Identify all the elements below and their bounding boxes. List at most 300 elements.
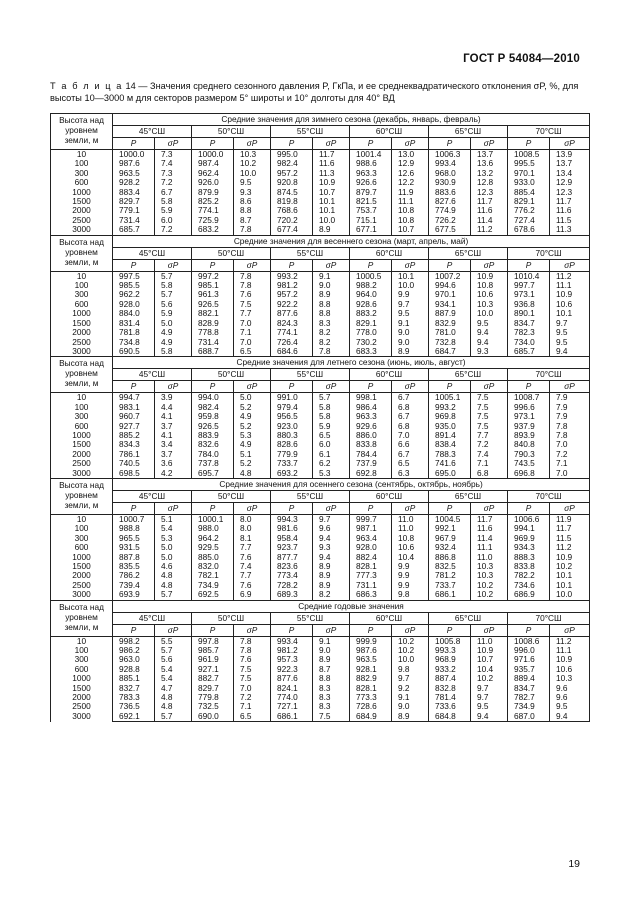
value-cell: 9.4 <box>550 712 590 722</box>
value-cell: 686.3 <box>350 590 392 600</box>
sigma-subheader: σP <box>392 381 429 393</box>
value-cell: 779.9 <box>271 450 313 459</box>
value-cell: 886.0 <box>350 431 392 440</box>
sigma-subheader: σP <box>234 138 271 150</box>
sigma-subheader: σP <box>313 381 350 393</box>
sigma-subheader: σP <box>234 624 271 636</box>
value-cell: 926.6 <box>350 178 392 187</box>
value-cell: 8.3 <box>313 684 350 693</box>
value-cell: 10.4 <box>392 553 429 562</box>
value-cell: 695.0 <box>429 469 471 479</box>
value-cell: 5.4 <box>155 665 192 674</box>
value-cell: 926.0 <box>192 178 234 187</box>
value-cell: 3.6 <box>155 459 192 468</box>
value-cell: 689.3 <box>271 590 313 600</box>
value-cell: 922.3 <box>271 665 313 674</box>
height-cell: 600 <box>51 178 113 187</box>
height-cell: 100 <box>51 159 113 168</box>
height-cell: 2000 <box>51 693 113 702</box>
value-cell: 973.1 <box>508 290 550 299</box>
value-cell: 973.1 <box>508 412 550 421</box>
value-cell: 8.7 <box>313 665 350 674</box>
latitude-header: 55°СШ <box>271 247 350 259</box>
value-cell: 7.4 <box>234 562 271 571</box>
value-cell: 934.3 <box>508 543 550 552</box>
value-cell: 11.4 <box>471 534 508 543</box>
height-cell: 3000 <box>51 347 113 357</box>
value-cell: 11.5 <box>550 534 590 543</box>
value-cell: 9.7 <box>392 674 429 683</box>
value-cell: 933.0 <box>508 178 550 187</box>
value-cell: 960.7 <box>113 412 155 421</box>
value-cell: 994.3 <box>271 514 313 524</box>
value-cell: 10.4 <box>471 665 508 674</box>
height-cell: 10 <box>51 150 113 160</box>
value-cell: 9.0 <box>313 281 350 290</box>
section-title: Средние значения для осеннего сезона (сентябрь, октябрь, ноябрь) <box>113 478 590 490</box>
value-cell: 9.4 <box>313 553 350 562</box>
value-cell: 695.7 <box>192 469 234 479</box>
value-cell: 885.4 <box>508 188 550 197</box>
value-cell: 732.8 <box>429 338 471 347</box>
value-cell: 9.4 <box>471 712 508 722</box>
value-cell: 9.0 <box>313 646 350 655</box>
value-cell: 728.6 <box>350 702 392 711</box>
value-cell: 985.5 <box>113 281 155 290</box>
pressure-subheader: P <box>192 259 234 271</box>
value-cell: 5.3 <box>234 431 271 440</box>
value-cell: 5.0 <box>155 543 192 552</box>
value-cell: 887.9 <box>429 309 471 318</box>
pressure-subheader: P <box>429 502 471 514</box>
pressure-subheader: P <box>192 502 234 514</box>
value-cell: 994.6 <box>429 281 471 290</box>
value-cell: 5.7 <box>155 712 192 722</box>
sigma-subheader: σP <box>155 502 192 514</box>
value-cell: 9.0 <box>392 702 429 711</box>
value-cell: 11.7 <box>471 197 508 206</box>
value-cell: 11.6 <box>550 206 590 215</box>
height-cell: 2500 <box>51 338 113 347</box>
value-cell: 753.7 <box>350 206 392 215</box>
latitude-header: 70°СШ <box>508 612 590 624</box>
value-cell: 983.1 <box>113 403 155 412</box>
value-cell: 12.9 <box>550 178 590 187</box>
value-cell: 10.8 <box>471 281 508 290</box>
value-cell: 829.7 <box>113 197 155 206</box>
value-cell: 5.7 <box>155 590 192 600</box>
value-cell: 11.2 <box>550 271 590 281</box>
latitude-header: 45°СШ <box>113 126 192 138</box>
value-cell: 10.1 <box>313 206 350 215</box>
value-cell: 993.4 <box>429 159 471 168</box>
value-cell: 8.8 <box>313 309 350 318</box>
value-cell: 7.2 <box>550 450 590 459</box>
pressure-subheader: P <box>192 624 234 636</box>
pressure-subheader: P <box>271 259 313 271</box>
value-cell: 782.7 <box>508 693 550 702</box>
value-cell: 8.9 <box>313 581 350 590</box>
value-cell: 774.1 <box>192 206 234 215</box>
pressure-subheader: P <box>429 624 471 636</box>
pressure-subheader: P <box>271 502 313 514</box>
value-cell: 11.0 <box>392 514 429 524</box>
value-cell: 882.7 <box>192 674 234 683</box>
value-cell: 937.9 <box>508 422 550 431</box>
value-cell: 8.9 <box>392 347 429 357</box>
value-cell: 684.9 <box>350 712 392 722</box>
height-cell: 2000 <box>51 571 113 580</box>
value-cell: 740.5 <box>113 459 155 468</box>
value-cell: 993.2 <box>271 271 313 281</box>
value-cell: 677.4 <box>271 225 313 235</box>
value-cell: 9.7 <box>550 319 590 328</box>
height-cell: 10 <box>51 636 113 646</box>
sigma-subheader: σP <box>392 502 429 514</box>
height-cell: 300 <box>51 290 113 299</box>
value-cell: 782.2 <box>508 571 550 580</box>
sigma-subheader: σP <box>550 502 590 514</box>
value-cell: 928.1 <box>350 665 392 674</box>
height-cell: 1000 <box>51 431 113 440</box>
value-cell: 11.4 <box>471 216 508 225</box>
value-cell: 7.5 <box>234 674 271 683</box>
value-cell: 10.2 <box>471 674 508 683</box>
pressure-subheader: P <box>350 502 392 514</box>
value-cell: 683.2 <box>192 225 234 235</box>
value-cell: 998.2 <box>113 636 155 646</box>
value-cell: 7.1 <box>234 702 271 711</box>
value-cell: 987.4 <box>192 159 234 168</box>
latitude-header: 60°СШ <box>350 247 429 259</box>
value-cell: 734.9 <box>508 702 550 711</box>
height-cell: 2500 <box>51 702 113 711</box>
value-cell: 5.3 <box>155 534 192 543</box>
value-cell: 784.0 <box>192 450 234 459</box>
pressure-subheader: P <box>271 138 313 150</box>
value-cell: 821.5 <box>350 197 392 206</box>
value-cell: 985.1 <box>192 281 234 290</box>
value-cell: 11.1 <box>550 281 590 290</box>
value-cell: 778.0 <box>350 328 392 337</box>
value-cell: 4.8 <box>155 693 192 702</box>
height-cell: 3000 <box>51 469 113 479</box>
value-cell: 1006.3 <box>429 150 471 160</box>
value-cell: 882.4 <box>350 553 392 562</box>
value-cell: 994.7 <box>113 393 155 403</box>
height-cell: 100 <box>51 646 113 655</box>
value-cell: 10.8 <box>392 534 429 543</box>
value-cell: 834.7 <box>508 319 550 328</box>
value-cell: 926.5 <box>192 422 234 431</box>
value-cell: 730.2 <box>350 338 392 347</box>
value-cell: 778.8 <box>192 328 234 337</box>
value-cell: 6.6 <box>392 440 429 449</box>
value-cell: 10.9 <box>471 271 508 281</box>
value-cell: 923.7 <box>271 543 313 552</box>
value-cell: 7.5 <box>471 412 508 421</box>
value-cell: 8.9 <box>313 562 350 571</box>
sigma-subheader: σP <box>313 624 350 636</box>
value-cell: 687.0 <box>508 712 550 722</box>
value-cell: 3.9 <box>155 393 192 403</box>
value-cell: 6.5 <box>313 431 350 440</box>
value-cell: 10.2 <box>471 581 508 590</box>
sigma-subheader: σP <box>155 381 192 393</box>
value-cell: 734.0 <box>508 338 550 347</box>
value-cell: 10.7 <box>471 655 508 664</box>
value-cell: 5.6 <box>155 300 192 309</box>
value-cell: 10.3 <box>471 562 508 571</box>
value-cell: 928.6 <box>350 300 392 309</box>
latitude-header: 65°СШ <box>429 490 508 502</box>
height-cell: 2500 <box>51 581 113 590</box>
latitude-header-row <box>51 247 590 259</box>
latitude-header: 65°СШ <box>429 126 508 138</box>
value-cell: 828.6 <box>271 440 313 449</box>
value-cell: 888.3 <box>508 553 550 562</box>
subheader-row <box>51 502 590 514</box>
pressure-subheader: P <box>192 138 234 150</box>
sigma-subheader: σP <box>392 138 429 150</box>
value-cell: 677.1 <box>350 225 392 235</box>
value-cell: 10.8 <box>392 216 429 225</box>
value-cell: 6.7 <box>392 393 429 403</box>
value-cell: 883.4 <box>113 188 155 197</box>
value-cell: 5.9 <box>313 422 350 431</box>
sigma-subheader: σP <box>392 259 429 271</box>
height-cell: 1000 <box>51 674 113 683</box>
value-cell: 10.6 <box>392 543 429 552</box>
value-cell: 829.7 <box>192 684 234 693</box>
value-cell: 834.3 <box>113 440 155 449</box>
value-cell: 7.2 <box>155 225 192 235</box>
table-caption <box>50 80 590 104</box>
latitude-header: 60°СШ <box>350 369 429 381</box>
value-cell: 4.9 <box>155 338 192 347</box>
sigma-subheader: σP <box>313 138 350 150</box>
value-cell: 1005.1 <box>429 393 471 403</box>
pressure-subheader: P <box>113 138 155 150</box>
value-cell: 7.9 <box>550 412 590 421</box>
value-cell: 13.4 <box>550 169 590 178</box>
value-cell: 932.4 <box>429 543 471 552</box>
value-cell: 6.5 <box>392 459 429 468</box>
value-cell: 720.2 <box>271 216 313 225</box>
value-cell: 7.2 <box>155 178 192 187</box>
value-cell: 986.4 <box>350 403 392 412</box>
value-cell: 9.5 <box>550 702 590 711</box>
value-cell: 829.1 <box>350 319 392 328</box>
value-cell: 781.2 <box>429 571 471 580</box>
value-cell: 8.3 <box>313 319 350 328</box>
pressure-subheader: P <box>429 138 471 150</box>
value-cell: 783.3 <box>113 693 155 702</box>
height-column-header: Высота над уровнем земли, м <box>51 600 113 636</box>
value-cell: 732.5 <box>192 702 234 711</box>
sigma-subheader: σP <box>155 138 192 150</box>
caption-text: 14 — Значения среднего сезонного давления P, ГкПа, и ее среднеквадратического отклонения σP, %, для высоты 10—3000 м для секторов размером 5° широты и 10° долготы для 40° ВД <box>50 81 579 103</box>
value-cell: 4.8 <box>155 702 192 711</box>
value-cell: 9.7 <box>471 693 508 702</box>
value-cell: 9.5 <box>550 328 590 337</box>
value-cell: 1007.2 <box>429 271 471 281</box>
value-cell: 1000.5 <box>350 271 392 281</box>
value-cell: 727.4 <box>508 216 550 225</box>
subheader-row <box>51 138 590 150</box>
value-cell: 993.3 <box>429 646 471 655</box>
table-row <box>51 347 590 357</box>
value-cell: 10.1 <box>313 197 350 206</box>
value-cell: 4.8 <box>234 469 271 479</box>
value-cell: 10.9 <box>471 646 508 655</box>
value-cell: 11.2 <box>550 636 590 646</box>
value-cell: 7.5 <box>471 422 508 431</box>
value-cell: 6.5 <box>234 347 271 357</box>
value-cell: 7.0 <box>234 338 271 347</box>
value-cell: 7.1 <box>471 459 508 468</box>
value-cell: 964.0 <box>350 290 392 299</box>
height-cell: 2000 <box>51 206 113 215</box>
value-cell: 8.7 <box>234 216 271 225</box>
value-cell: 9.3 <box>313 543 350 552</box>
section-title: Средние значения для весеннего сезона (март, апрель, май) <box>113 235 590 247</box>
value-cell: 11.6 <box>313 159 350 168</box>
sigma-subheader: σP <box>155 624 192 636</box>
value-cell: 686.1 <box>271 712 313 722</box>
value-cell: 957.3 <box>271 655 313 664</box>
value-cell: 734.9 <box>192 581 234 590</box>
value-cell: 8.2 <box>313 328 350 337</box>
pressure-subheader: P <box>271 381 313 393</box>
value-cell: 4.1 <box>155 431 192 440</box>
latitude-header: 50°СШ <box>192 126 271 138</box>
value-cell: 969.9 <box>508 534 550 543</box>
value-cell: 9.4 <box>471 328 508 337</box>
value-cell: 832.5 <box>429 562 471 571</box>
height-cell: 1500 <box>51 319 113 328</box>
section-title-row <box>51 600 590 612</box>
height-cell: 1500 <box>51 684 113 693</box>
value-cell: 5.7 <box>155 290 192 299</box>
value-cell: 7.7 <box>471 431 508 440</box>
value-cell: 5.7 <box>155 271 192 281</box>
value-cell: 877.6 <box>271 309 313 318</box>
value-cell: 7.8 <box>550 422 590 431</box>
value-cell: 693.2 <box>271 469 313 479</box>
height-cell: 300 <box>51 412 113 421</box>
value-cell: 964.2 <box>192 534 234 543</box>
value-cell: 696.8 <box>508 469 550 479</box>
value-cell: 7.7 <box>234 309 271 318</box>
sigma-subheader: σP <box>313 502 350 514</box>
value-cell: 993.4 <box>271 636 313 646</box>
value-cell: 776.2 <box>508 206 550 215</box>
value-cell: 930.9 <box>429 178 471 187</box>
value-cell: 883.9 <box>192 431 234 440</box>
pressure-subheader: P <box>508 259 550 271</box>
value-cell: 5.8 <box>155 347 192 357</box>
value-cell: 988.2 <box>350 281 392 290</box>
value-cell: 5.8 <box>155 281 192 290</box>
value-cell: 781.0 <box>429 328 471 337</box>
value-cell: 936.8 <box>508 300 550 309</box>
latitude-header: 55°СШ <box>271 126 350 138</box>
value-cell: 970.1 <box>508 169 550 178</box>
value-cell: 10.0 <box>234 169 271 178</box>
value-cell: 831.4 <box>113 319 155 328</box>
value-cell: 7.0 <box>550 469 590 479</box>
value-cell: 725.9 <box>192 216 234 225</box>
value-cell: 4.4 <box>155 403 192 412</box>
height-column-header: Высота над уровнем земли, м <box>51 114 113 150</box>
value-cell: 726.4 <box>271 338 313 347</box>
value-cell: 12.9 <box>392 159 429 168</box>
value-cell: 1000.0 <box>113 150 155 160</box>
value-cell: 825.2 <box>192 197 234 206</box>
value-cell: 891.4 <box>429 431 471 440</box>
value-cell: 9.6 <box>313 524 350 533</box>
value-cell: 7.1 <box>550 459 590 468</box>
value-cell: 4.7 <box>155 684 192 693</box>
value-cell: 8.9 <box>313 655 350 664</box>
height-cell: 100 <box>51 524 113 533</box>
value-cell: 4.1 <box>155 412 192 421</box>
value-cell: 969.8 <box>429 412 471 421</box>
value-cell: 988.6 <box>350 159 392 168</box>
value-cell: 1010.4 <box>508 271 550 281</box>
value-cell: 7.5 <box>234 665 271 674</box>
value-cell: 874.5 <box>271 188 313 197</box>
value-cell: 961.9 <box>192 655 234 664</box>
value-cell: 988.8 <box>113 524 155 533</box>
section-title: Средние значения для зимнего сезона (декабрь, январь, февраль) <box>113 114 590 126</box>
value-cell: 970.1 <box>429 290 471 299</box>
value-cell: 715.1 <box>350 216 392 225</box>
value-cell: 5.0 <box>155 319 192 328</box>
value-cell: 879.9 <box>192 188 234 197</box>
value-cell: 4.9 <box>234 440 271 449</box>
value-cell: 8.9 <box>392 712 429 722</box>
value-cell: 9.1 <box>313 271 350 281</box>
value-cell: 12.6 <box>392 169 429 178</box>
value-cell: 6.7 <box>155 188 192 197</box>
value-cell: 985.7 <box>192 646 234 655</box>
pressure-subheader: P <box>429 381 471 393</box>
value-cell: 10.1 <box>550 309 590 318</box>
section-title-row <box>51 478 590 490</box>
caption-label: Т а б л и ц а <box>50 81 123 91</box>
value-cell: 684.6 <box>271 347 313 357</box>
value-cell: 1006.6 <box>508 514 550 524</box>
height-cell: 2500 <box>51 459 113 468</box>
pressure-subheader: P <box>429 259 471 271</box>
value-cell: 994.0 <box>192 393 234 403</box>
value-cell: 7.7 <box>234 543 271 552</box>
value-cell: 824.1 <box>271 684 313 693</box>
value-cell: 9.2 <box>392 684 429 693</box>
value-cell: 7.6 <box>234 581 271 590</box>
value-cell: 693.9 <box>113 590 155 600</box>
value-cell: 935.0 <box>429 422 471 431</box>
value-cell: 997.2 <box>192 271 234 281</box>
height-cell: 2000 <box>51 328 113 337</box>
height-cell: 1000 <box>51 553 113 562</box>
latitude-header: 45°СШ <box>113 490 192 502</box>
value-cell: 834.7 <box>508 684 550 693</box>
value-cell: 923.0 <box>271 422 313 431</box>
value-cell: 1000.1 <box>192 514 234 524</box>
